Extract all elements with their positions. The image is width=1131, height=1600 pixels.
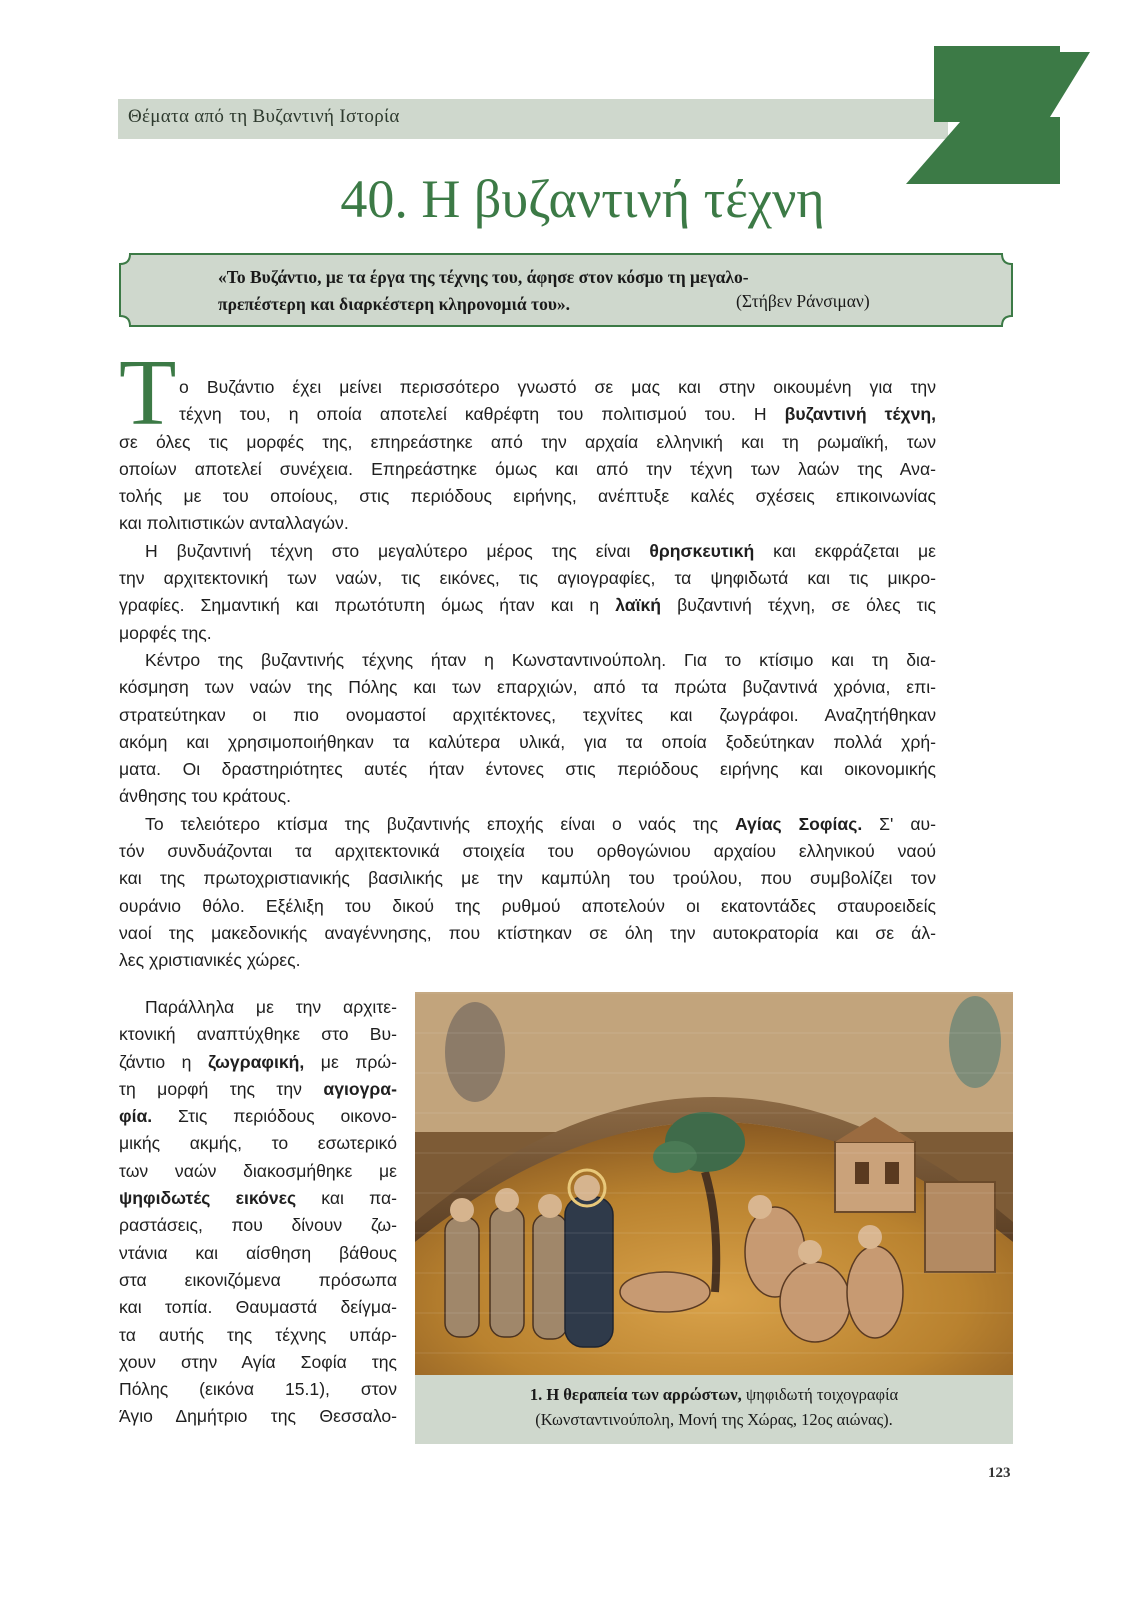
text-line: τέχνη του, η οποία αποτελεί καθρέφτη του πολιτισμού του. Η βυζαντινή τέχνη, <box>179 404 936 425</box>
text-line: ο Βυζάντιο έχει μείνει περισσότερο γνωστό σε μας και στην οικουμένη για την <box>179 377 936 397</box>
text-line: ναοί της μακεδονικής αναγέννησης, που κτίστηκαν σε όλη την αυτοκρατορία και σε άλ- <box>119 922 936 943</box>
text-line: τόν συνδυάζονται τα αρχιτεκτονικά στοιχεία του ορθογώνιου αρχαίου ελληνικού ναού <box>119 841 936 862</box>
text-line: Άγιο Δημήτριο της Θεσσαλο- <box>119 1406 397 1427</box>
text-line: τολής με του οποίους, στις περιόδους ειρήνης, ανέπτυξε καλές σχέσεις επικοινωνίας <box>119 486 936 507</box>
text-line: ακόμη και χρησιμοποιήθηκαν τα καλύτερα υλικά, για τα οποία ξοδεύτηκαν πολλά χρή- <box>119 731 936 752</box>
text-line: λες χριστιανικές χώρες. <box>119 950 301 971</box>
text-line: ουράνιο θόλο. Εξέλιξη του δικού της ρυθμού αποτελούν οι εκατοντάδες σταυροειδείς <box>119 895 936 916</box>
text-line: οποίων αποτελεί συνέχεια. Επηρεάστηκε όμως και από την τέχνη των λαών της Ανα- <box>119 458 936 479</box>
text-line: τα αυτής της τέχνης υπάρ- <box>119 1324 397 1345</box>
text-line: και της πρωτοχριστιανικής βασιλικής με την καμπύλη του τρούλου, που συμβολίζει τον <box>119 868 936 889</box>
text-line: κτονική αναπτύχθηκε στο Βυ- <box>119 1024 397 1045</box>
quote-author: (Στήβεν Ράνσιμαν) <box>736 291 870 311</box>
page-number: 123 <box>988 1465 1011 1481</box>
text-line: φία. Στις περιόδους οικονο- <box>119 1106 397 1127</box>
text-line: Κέντρο της βυζαντινής τέχνης ήταν η Κωνσταντινούπολη. Για το κτίσιμο και τη δια- <box>145 649 936 670</box>
text-line: Πόλης (εικόνα 15.1), στον <box>119 1379 397 1400</box>
chapter-title: 40. Η βυζαντινή τέχνη <box>340 169 825 229</box>
text-line: ψηφιδωτές εικόνες και πα- <box>119 1188 397 1209</box>
text-line: ντάνια και αίσθηση βάθους <box>119 1242 397 1263</box>
text-line: άνθησης του κράτους. <box>119 786 291 807</box>
text-line: Παράλληλα με την αρχιτε- <box>145 997 397 1017</box>
caption-line-2: (Κωνσταντινούπολη, Μονή της Χώρας, 12ος αιώνας). <box>535 1410 893 1429</box>
mosaic-image <box>415 992 1013 1375</box>
text-line: σε όλες τις μορφές της, επηρεάστηκε από την αρχαία ελληνική και τη ρωμαϊκή, των <box>119 431 936 452</box>
quote-line-1: «Το Βυζάντιο, με τα έργα της τέχνης του, άφησε στον κόσμο τη μεγαλο- <box>218 267 749 287</box>
text-line: ζάντιο η ζωγραφική, με πρώ- <box>119 1051 397 1072</box>
drop-cap: Τ <box>119 341 177 445</box>
text-line: την αρχιτεκτονική των ναών, τις εικόνες, τις αγιογραφίες, τα ψηφιδωτά και τις μικρο- <box>119 568 936 589</box>
text-line: στρατεύτηκαν οι πιο ονομαστοί αρχιτέκτονες, τεχνίτες και ζωγράφοι. Αναζητήθηκαν <box>119 704 936 725</box>
text-line: ραστάσεις, που δίνουν ζω- <box>119 1215 397 1236</box>
text-line: μικής ακμής, το εσωτερικό <box>119 1133 397 1154</box>
text-line: μορφές της. <box>119 622 212 643</box>
quote-line-2: πρεπέστερη και διαρκέστερη κληρονομιά του». <box>218 294 571 314</box>
body-text <box>119 374 936 975</box>
caption-subtitle: ψηφιδωτή τοιχογραφία <box>741 1385 899 1404</box>
side-column-text <box>119 994 397 1431</box>
text-line: χουν στην Αγία Σοφία της <box>119 1351 397 1372</box>
text-line: κόσμηση των ναών της Πόλης και των επαρχιών, από τα πρώτα βυζαντινά χρόνια, επι- <box>119 677 936 698</box>
text-line: ματα. Οι δραστηριότητες αυτές ήταν έντονες στις περιόδους ειρήνης και οικονομικής <box>119 759 936 780</box>
text-line: των ναών διακοσμήθηκε με <box>119 1160 397 1181</box>
text-line: Η βυζαντινή τέχνη στο μεγαλύτερο μέρος της είναι θρησκευτική και εκφράζεται με <box>145 540 936 561</box>
text-line: στα εικονιζόμενα πρόσωπα <box>119 1269 397 1290</box>
caption-title: 1. Η θεραπεία των αρρώστων, <box>529 1385 742 1404</box>
section-header-text: Θέματα από τη Βυζαντινή Ιστορία <box>128 106 400 127</box>
text-line: και πολιτιστικών ανταλλαγών. <box>119 513 349 534</box>
text-line: γραφίες. Σημαντική και πρωτότυπη όμως ήταν και η λαϊκή βυζαντινή τέχνη, σε όλες τις <box>119 595 936 616</box>
text-line: τη μορφή της την αγιογρα- <box>119 1078 397 1099</box>
text-line: και τοπία. Θαυμαστά δείγμα- <box>119 1297 397 1318</box>
text-line: Το τελειότερο κτίσμα της βυζαντινής εποχής είναι ο ναός της Αγίας Σοφίας. Σ' αυ- <box>145 813 936 834</box>
figure-caption <box>415 1382 1013 1432</box>
